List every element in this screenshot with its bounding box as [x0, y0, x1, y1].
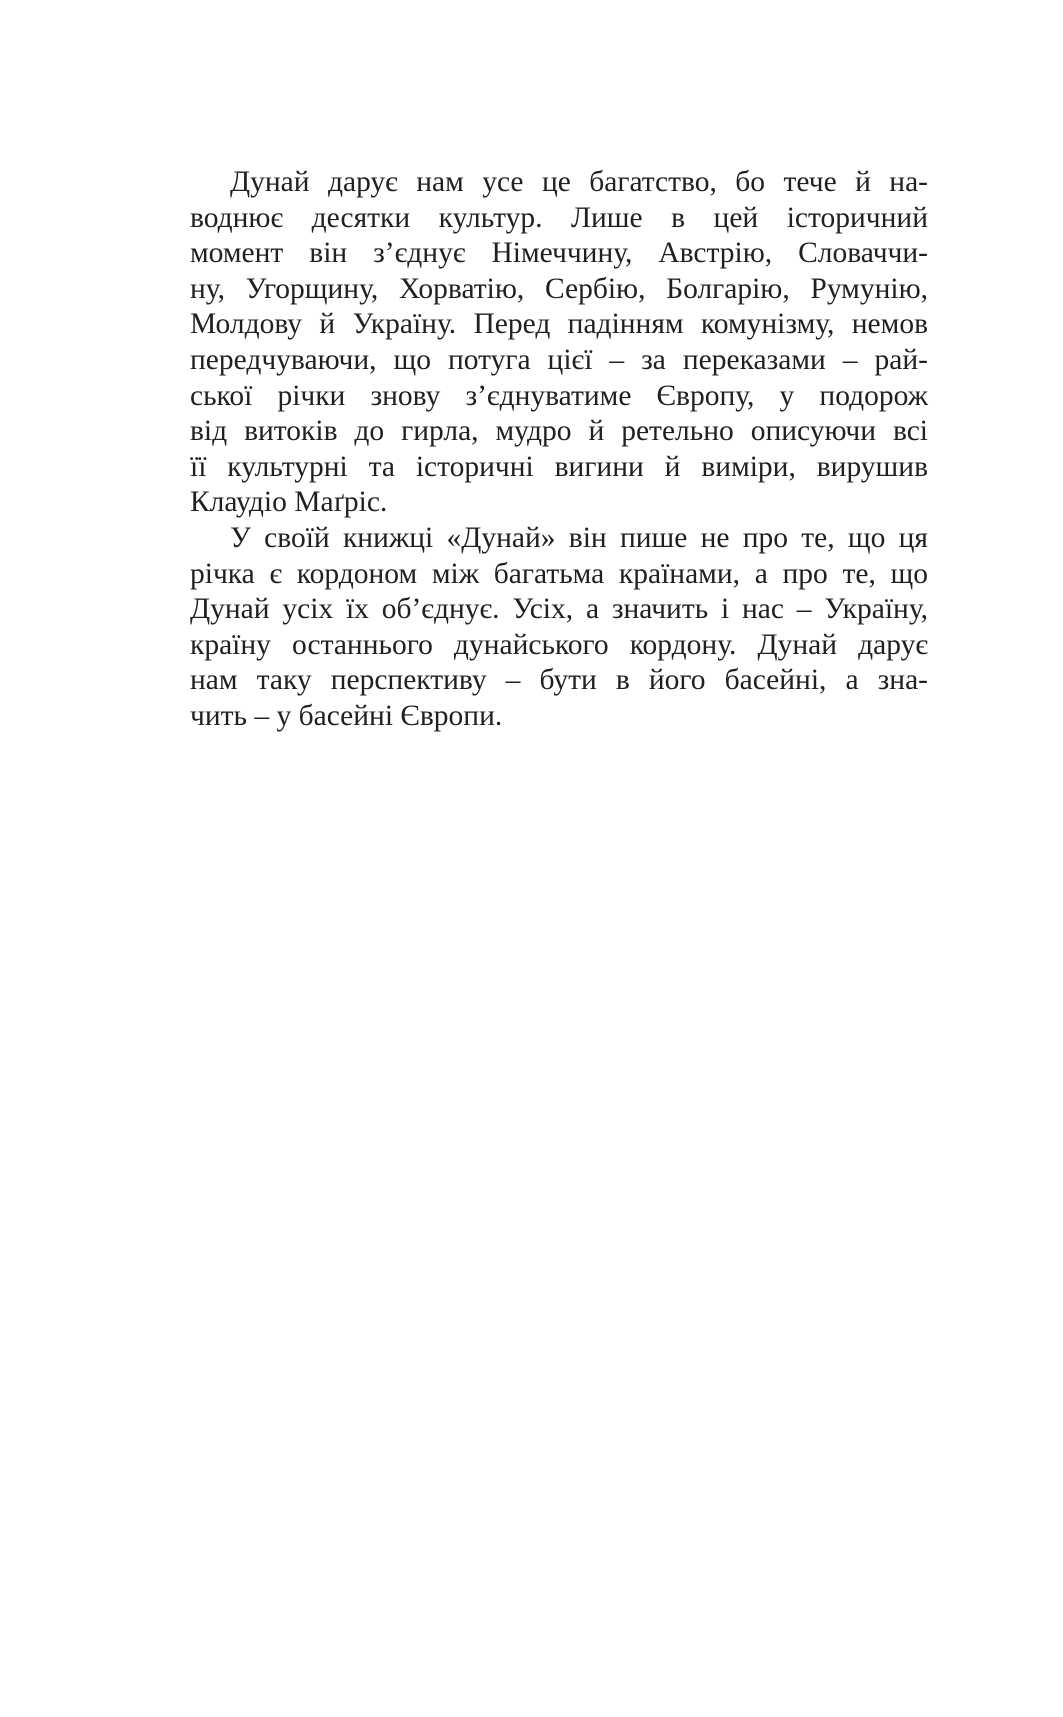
- text-line: чить – у басейні Європи.: [190, 699, 503, 732]
- text-line: Клаудіо Маґріс.: [190, 486, 388, 519]
- text-line: Дунай усіх їх об’єднує. Усіх, а значить і нас – Україну,: [190, 593, 928, 626]
- text-line: У своїй книжці «Дунай» він пише не про те, що ця: [230, 521, 928, 554]
- text-line: ської річки знову з’єднуватиме Європу, у подорож: [190, 379, 928, 412]
- text-line: Дунай дарує нам усе це багатство, бо тече й на-: [230, 166, 928, 198]
- paragraph-1: [190, 165, 928, 521]
- text-line: ну, Угорщину, Хорватію, Сербію, Болгарію, Румунію,: [190, 272, 928, 305]
- paragraph-2: [190, 521, 928, 735]
- text-line: річка є кордоном між багатьма країнами, а про те, що: [190, 557, 928, 590]
- text-line: від витоків до гирла, мудро й ретельно описуючи всі: [190, 415, 928, 448]
- body-text: [190, 165, 928, 735]
- text-line: країну останнього дунайського кордону. Дунай дарує: [190, 628, 928, 661]
- text-line: момент він з’єднує Німеччину, Австрію, Словаччи-: [190, 237, 928, 270]
- text-line: Молдову й Україну. Перед падінням комунізму, немов: [190, 308, 928, 341]
- text-line: нам таку перспективу – бути в його басейні, а зна-: [190, 664, 928, 697]
- text-line: воднює десятки культур. Лише в цей історичний: [190, 201, 928, 234]
- text-line: передчуваючи, що потуга цієї – за переказами – рай-: [190, 343, 928, 376]
- text-line: її культурні та історичні вигини й виміри, вирушив: [190, 450, 928, 483]
